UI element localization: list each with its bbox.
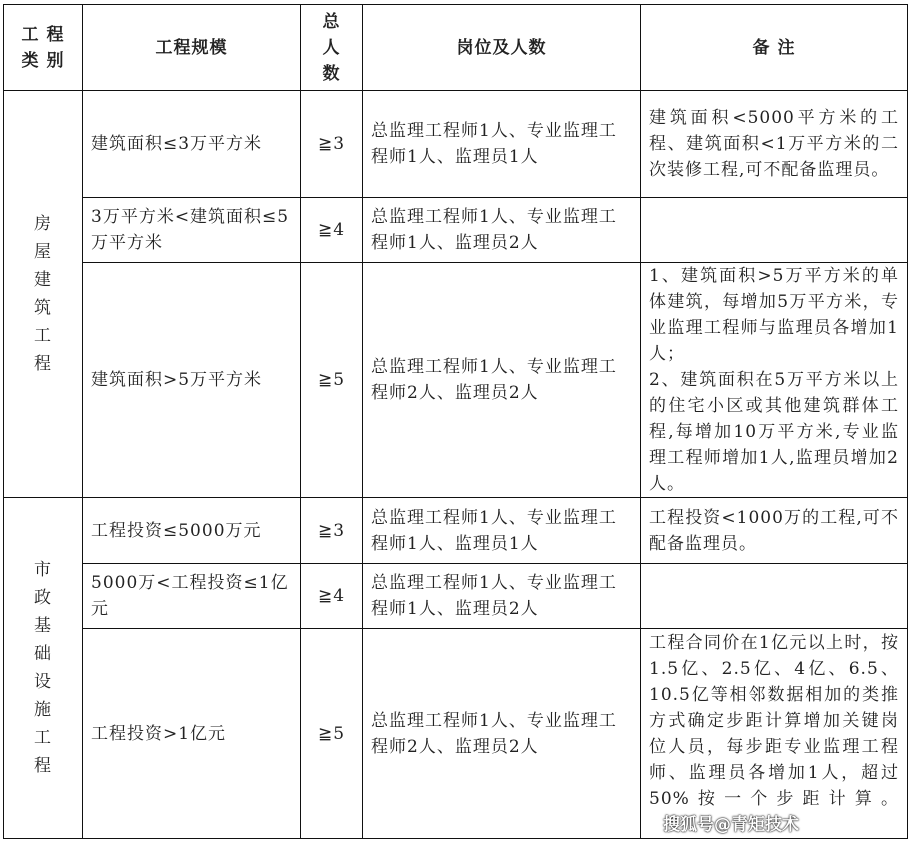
header-remarks: 备 注 [641,5,908,91]
watermark: 搜狐号@青矩技术 [663,814,799,835]
positions-cell: 总监理工程师1人、专业监理工程师2人、监理员2人 [363,263,641,498]
table-row [4,629,908,839]
header-scale: 工程规模 [83,5,301,91]
remarks-cell: 工程投资<1000万的工程,可不配备监理员。 [641,498,908,564]
scale-cell: 建筑面积>5万平方米 [83,263,301,498]
total-cell: ≧5 [301,629,363,839]
category-municipal-label: 市政基础设施工程 [34,560,52,776]
remarks-cell: 1、建筑面积>5万平方米的单体建筑，每增加5万平方米，专业监理工程师与监理员各增加1人； 2、建筑面积在5万平方米以上的住宅小区或其他建筑群体工程,每增加10万平方米,专业监理工程师增加1人,监理员增加2人。 [641,263,908,498]
header-row [4,5,908,91]
remarks-cell [641,198,908,263]
positions-cell: 总监理工程师1人、专业监理工程师1人、监理员2人 [363,564,641,629]
staffing-table [3,4,908,839]
remarks-cell [641,564,908,629]
header-positions: 岗位及人数 [363,5,641,91]
scale-cell: 3万平方米<建筑面积≤5万平方米 [83,198,301,263]
table-row [4,198,908,263]
category-building-label: 房屋建筑工程 [34,214,52,374]
scale-cell: 工程投资≤5000万元 [83,498,301,564]
total-cell: ≧4 [301,198,363,263]
table-row [4,91,908,198]
total-cell: ≧3 [301,91,363,198]
total-cell: ≧3 [301,498,363,564]
remarks-text: 工程合同价在1亿元以上时，按1.5亿、2.5亿、4亿、6.5、10.5亿等相邻数据相加的类推方式确定步距计算增加关键岗位人员，每步距专业监理工程师、监理员各增加1人，超过50%按一个步距计算。 [649,632,899,809]
total-cell: ≧5 [301,263,363,498]
total-cell: ≧4 [301,564,363,629]
table-row [4,263,908,498]
category-municipal [4,498,83,839]
header-category: 工 程 类 别 [4,5,83,91]
scale-cell: 建筑面积≤3万平方米 [83,91,301,198]
positions-cell: 总监理工程师1人、专业监理工程师1人、监理员2人 [363,198,641,263]
header-total: 总人数 [301,5,363,91]
positions-cell: 总监理工程师1人、专业监理工程师1人、监理员1人 [363,498,641,564]
remarks-cell [641,629,908,839]
positions-cell: 总监理工程师1人、专业监理工程师1人、监理员1人 [363,91,641,198]
remarks-cell: 建筑面积<5000平方米的工程、建筑面积<1万平方米的二次装修工程,可不配备监理员。 [641,91,908,198]
scale-cell: 5000万<工程投资≤1亿元 [83,564,301,629]
positions-cell: 总监理工程师1人、专业监理工程师2人、监理员2人 [363,629,641,839]
table-row [4,498,908,564]
category-building [4,91,83,498]
table-row [4,564,908,629]
scale-cell: 工程投资>1亿元 [83,629,301,839]
